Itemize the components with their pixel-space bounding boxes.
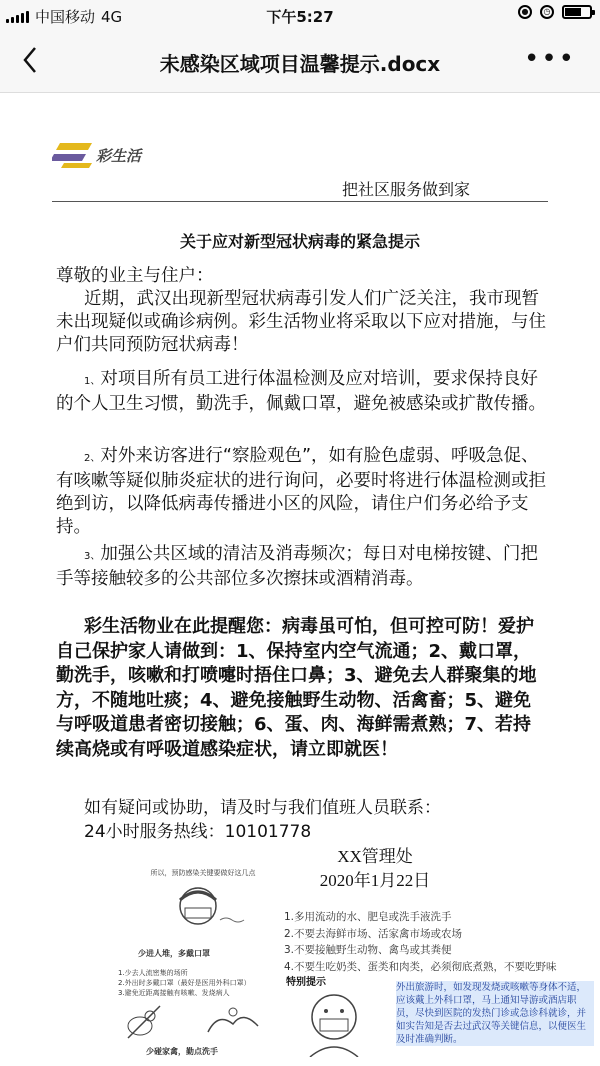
signature-text: XX管理处 [337, 847, 413, 866]
measure-1 [56, 368, 548, 416]
prevention-tips-list [284, 909, 584, 975]
prevention-poster-left [118, 868, 288, 1058]
network-label: 4G [101, 7, 123, 26]
more-button[interactable] [524, 44, 576, 74]
measure-2 [56, 445, 548, 539]
special-notice-text: 外出旅游时，如发现发烧或咳嗽等身体不适，应该戴上外科口罩，马上通知导游或酒店职员，尽快到医院的发热门诊或急诊科就诊，并如实告知是否去过武汉等关键信息，以便医生及时准确判断。 [396, 981, 594, 1046]
greeting-text: 尊敬的业主与住户： [56, 266, 214, 286]
measure-2-number: 2、 [84, 453, 101, 464]
poster-list-1: 1.少去人流密集的场所 [118, 969, 188, 977]
poster-caption-wash: 少碰家禽，勤点洗手 [146, 1047, 218, 1056]
doctor-illustration [290, 987, 380, 1057]
no-poultry-icon [120, 1002, 170, 1042]
measure-1-text: 对项目所有员工进行体温检测及应对培训，要求保持良好的个人卫生习惯，勤洗手，佩戴口罩，避免被感染或扩散传播。 [56, 369, 546, 414]
measure-3-number: 3、 [84, 551, 101, 562]
contact-text: 如有疑问或协助，请及时与我们值班人员联系： [84, 798, 441, 818]
battery-icon [562, 5, 592, 19]
document-title: 未感染区域项目温馨提示.docx [159, 52, 441, 76]
poster-header: 所以，预防感染关键要做好这几点 [150, 869, 256, 877]
header-divider [52, 201, 548, 202]
carrier-label: 中国移动 [35, 8, 96, 26]
more-dots-icon: ••• [523, 44, 576, 74]
poster-caption-mask: 少进人堆，多戴口罩 [138, 949, 210, 958]
tip-2: 2.不要去海鲜市场、活家禽市场或农场 [284, 927, 463, 940]
intro-paragraph: 近期，武汉出现新型冠状病毒引发人们广泛关注，我市现暂未出现疑似或确诊病例。彩生活物业将采取以下应对措施，与住户们共同预防冠状病毒！ [56, 289, 546, 355]
hand-washing-icon [198, 1002, 268, 1042]
nav-bar [0, 32, 600, 93]
company-logo [52, 133, 144, 173]
document-page[interactable] [0, 93, 600, 1066]
tip-3: 3.不要接触野生动物、禽鸟或其粪便 [284, 944, 452, 956]
orientation-lock-icon: ● [518, 5, 532, 19]
status-time: 下午5:27 [266, 8, 334, 26]
notice-title: 关于应对新型冠状病毒的紧急提示 [179, 232, 420, 251]
motto-text: 把社区服务做到家 [342, 182, 471, 199]
measure-3 [56, 543, 548, 591]
measure-1-number: 1、 [84, 376, 101, 387]
svg-text:彩生活: 彩生活 [96, 147, 142, 165]
masked-person-illustration [168, 880, 248, 940]
reminder-paragraph: 彩生活物业在此提醒您：病毒虽可怕，但可控可防！爱护自己保护家人请做到：1、保持室内空气流通；2、戴口罩，勤洗手，咳嗽和打喷嚏时捂住口鼻；3、避免去人群聚集的地方，不随地吐痰；4、避免接触野生动物、活禽畜；5、避免与呼吸道患者密切接触；6、蛋、肉、海鲜需煮熟；7、若持续高烧或有呼吸道感染症状，请立即就医！ [56, 616, 537, 760]
hotline-text: 24小时服务热线：10101778 [84, 822, 312, 842]
special-notice-label: 特别提示 [286, 977, 326, 988]
special-notice [280, 973, 587, 1058]
alarm-icon: ◷ [540, 5, 554, 19]
poster-list-3: 3.避免近距离接触有咳嗽、发烧病人 [118, 989, 230, 997]
tip-4: 4.不要生吃奶类、蛋类和肉类，必须彻底煮熟，不要吃野味 [284, 960, 557, 973]
date-text: 2020年1月22日 [319, 871, 431, 890]
poster-list-2: 2.外出时多戴口罩（最好是医用外科口罩） [118, 979, 251, 987]
measure-3-text: 加强公共区域的清洁及消毒频次；每日对电梯按键、门把手等接触较多的公共部位多次擦抹或酒精消毒。 [56, 544, 538, 589]
tip-1: 1.多用流动的水、肥皂或洗手液洗手 [284, 911, 452, 923]
measure-2-text: 对外来访客进行“察脸观色”，如有脸色虚弱、呼吸急促、有咳嗽等疑似肺炎症状的进行询问，必要时将进行体温检测或拒绝到访，以降低病毒传播进小区的风险，请住户们务必给予支持。 [56, 446, 546, 537]
status-bar [0, 0, 600, 32]
